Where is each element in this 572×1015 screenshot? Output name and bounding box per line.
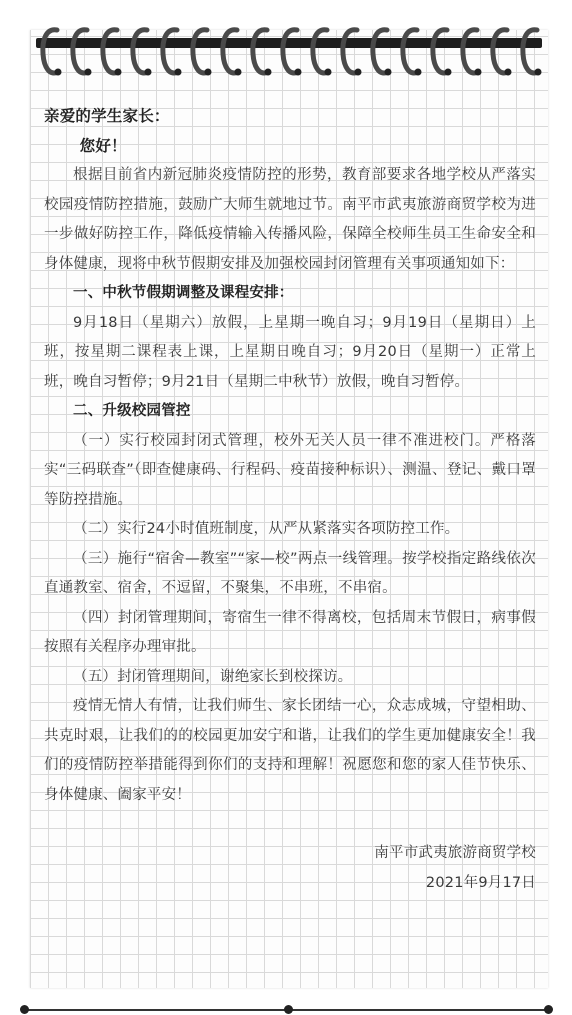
salutation: 亲爱的学生家长：	[44, 107, 170, 125]
spiral-rings	[0, 22, 572, 82]
section-1-title: 一、中秋节假期调整及课程安排：	[73, 285, 294, 301]
binder-ring-icon	[68, 22, 94, 82]
binder-ring-icon	[188, 22, 214, 82]
divider-dot-right	[544, 1005, 553, 1014]
binder-ring-icon	[518, 22, 544, 82]
section-1-body: 9月18日（星期六）放假，上星期一晚自习；9月19日（星期日）上班，按星期二课程表上课，上星期日晚自习；9月20日（星期一）正常上班，晚自习暂停；9月21日（星期二中秋节）放假，晚自习暂停。	[44, 314, 536, 390]
binder-ring-icon	[278, 22, 304, 82]
signature-school: 南平市武夷旅游商贸学校	[374, 845, 536, 861]
intro-paragraph: 根据目前省内新冠肺炎疫情防控的形势，教育部要求各地学校从严落实校园疫情防控措施，鼓励广大师生就地过节。南平市武夷旅游商贸学校为进一步做好防控工作，降低疫情输入传播风险，保障全校师生员工生命安全和身体健康，现将中秋节假期安排及加强校园封闭管理有关事项通知如下：	[44, 167, 536, 272]
binder-ring-icon	[128, 22, 154, 82]
signature-date: 2021年9月17日	[425, 874, 536, 891]
binder-ring-icon	[98, 22, 124, 82]
binder-ring-icon	[458, 22, 484, 82]
binder-ring-icon	[428, 22, 454, 82]
item-4: （四）封闭管理期间，寄宿生一律不得离校，包括周末节假日，病事假按照有关程序办理审批。	[44, 609, 536, 655]
binder-ring-icon	[308, 22, 334, 82]
divider-dot-center	[284, 1005, 293, 1014]
item-1: （一）实行校园封闭式管理，校外无关人员一律不准进校门。严格落实“三码联查”（即查健康码、行程码、疫苗接种标识）、测温、登记、戴口罩等防控措施。	[44, 432, 536, 508]
binder-ring-icon	[338, 22, 364, 82]
binder-ring-icon	[398, 22, 424, 82]
greeting: 您好！	[79, 136, 127, 155]
letter-body	[44, 102, 536, 898]
binder-ring-icon	[218, 22, 244, 82]
section-2-title: 二、升级校园管控	[73, 403, 191, 419]
item-2: （二）实行24小时值班制度，从严从紧落实各项防控工作。	[73, 521, 460, 537]
closing-paragraph: 疫情无情人有情，让我们师生、家长团结一心，众志成城，守望相助、共克时艰，让我们的的校园更加安宁和谐，让我们的学生更加健康安全！我们的疫情防控举措能得到你们的支持和理解！祝愿您和您的家人佳节快乐、身体健康、阖家平安！	[44, 698, 536, 803]
item-3: （三）施行“宿舍—教室”“家—校”两点一线管理。按学校指定路线依次直通教室、宿舍，不逗留，不聚集，不串班，不串宿。	[44, 550, 536, 596]
binder-ring-icon	[368, 22, 394, 82]
spacer	[44, 810, 536, 839]
binder-ring-icon	[158, 22, 184, 82]
divider-dot-left	[20, 1005, 29, 1014]
item-5: （五）封闭管理期间，谢绝家长到校探访。	[73, 668, 353, 685]
binder-ring-icon	[38, 22, 64, 82]
binder-ring-icon	[248, 22, 274, 82]
binder-ring-icon	[488, 22, 514, 82]
